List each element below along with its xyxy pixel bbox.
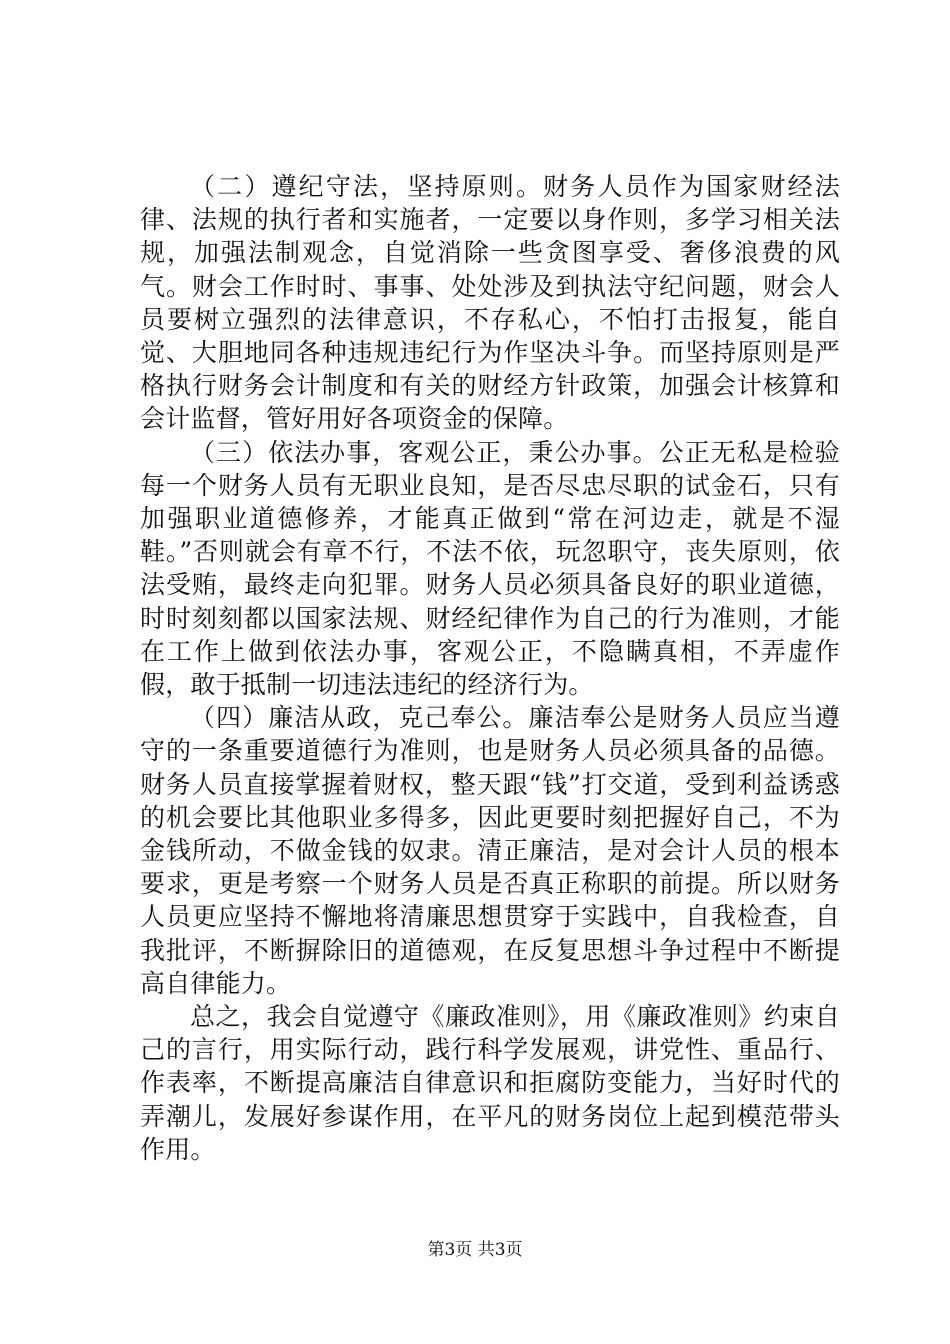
page-number-footer: 第3页 共3页: [427, 1240, 523, 1260]
paragraph-section-two: （二）遵纪守法，坚持原则。财务人员作为国家财经法律、法规的执行者和实施者，一定要以身作则，多学习相关法规，加强法制观念，自觉消除一些贪图享受、奢侈浪费的风气。财会工作时时、事事、处处涉及到执法守纪问题，财会人员要树立强烈的法律意识，不存私心，不怕打击报复，能自觉、大胆地同各种违规违纪行为作坚决斗争。而坚持原则是严格执行财务会计制度和有关的财经方针政策，加强会计核算和会计监督，管好用好各项资金的保障。: [140, 172, 840, 434]
document-body: [140, 170, 840, 1166]
paragraph-section-three: （三）依法办事，客观公正，秉公办事。公正无私是检验每一个财务人员有无职业良知，是否尽忠尽职的试金石，只有加强职业道德修养，才能真正做到“常在河边走，就是不湿鞋。”否则就会有章不行，不法不依，玩忽职守，丧失原则，依法受贿，最终走向犯罪。财务人员必须具备良好的职业道德，时时刻刻都以国家法规、财经纪律作为自己的行为准则，才能在工作上做到依法办事，客观公正，不隐瞒真相，不弄虚作假，敢于抵制一切违法违纪的经济行为。: [140, 437, 840, 700]
paragraph-section-four: （四）廉洁从政，克己奉公。廉洁奉公是财务人员应当遵守的一条重要道德行为准则，也是财务人员必须具备的品德。财务人员直接掌握着财权，整天跟“钱”打交道，受到利益诱惑的机会要比其他职业多得多，因此更要时刻把握好自己，不为金钱所动，不做金钱的奴隶。清正廉洁，是对会计人员的根本要求，更是考察一个财务人员是否真正称职的前提。所以财务人员更应坚持不懈地将清廉思想贯穿于实践中，自我检查，自我批评，不断摒除旧的道德观，在反复思想斗争过程中不断提高自律能力。: [140, 703, 840, 998]
paragraph-conclusion: 总之，我会自觉遵守《廉政准则》，用《廉政准则》约束自己的言行，用实际行动，践行科学发展观，讲党性、重品行、作表率，不断提高廉洁自律意识和拒腐防变能力，当好时代的弄潮儿，发展好参谋作用，在平凡的财务岗位上起到模范带头作用。: [140, 1002, 840, 1164]
